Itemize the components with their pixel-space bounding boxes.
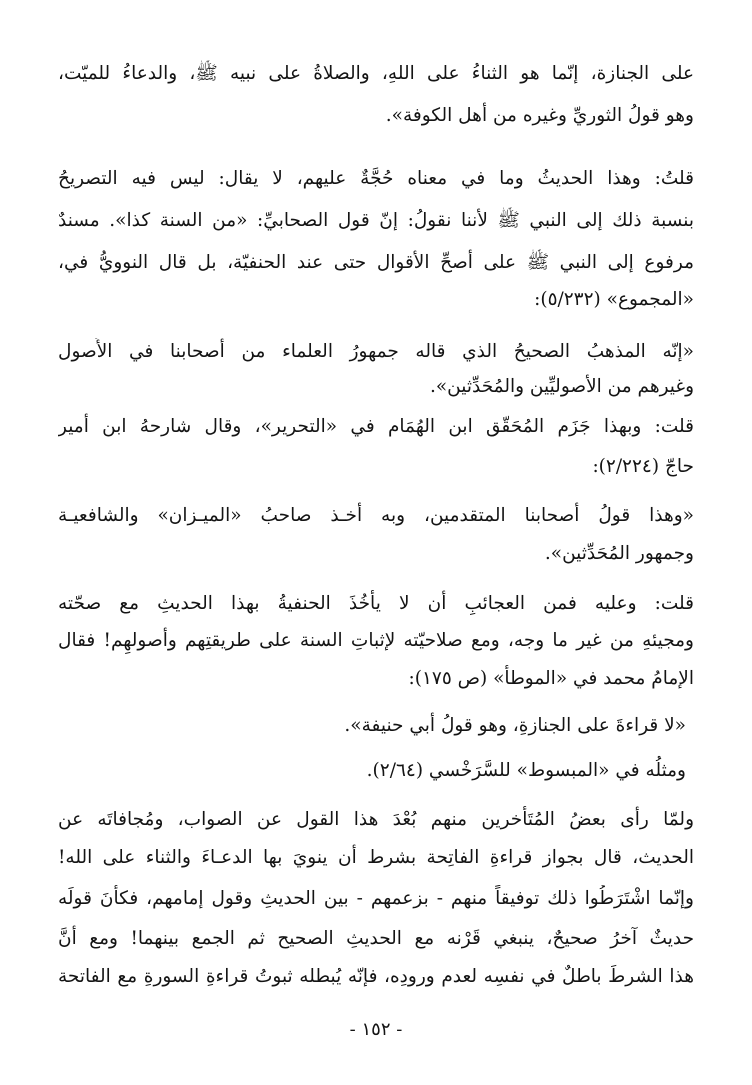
text-line: مرفوع إلى النبي ﷺ على أصحِّ الأقوال حتى عند الحنفيّة، بل قال النوويُّ في، xyxy=(58,252,694,273)
quote-line: وغيرهم من الأصوليِّين والمُحَدِّثين». xyxy=(429,376,694,397)
quote-line: «وهذا قولُ أصحابنا المتقدمين، وبه أخـذ صاحبُ «الميـزان» والشافعيـة xyxy=(58,505,694,526)
text-line: بنسبة ذلك إلى النبي ﷺ لأننا نقولُ: إنّ قول الصحابيِّ: «من السنة كذا». مسندٌ xyxy=(58,210,694,231)
quote-line: وجمهور المُحَدِّثين». xyxy=(544,543,694,564)
text-line: وإنّما اشْتَرَطُوا ذلك توفيقاً منهم - بزعمهم - بين الحديثِ وقول إمامهم، فكأنَ قولَه xyxy=(58,888,694,909)
text-line: «المجموع» (٥/٢٣٢): xyxy=(534,289,694,310)
text-line: قلتُ: وهذا الحديثُ وما في معناه حُجَّةٌ عليهم، لا يقال: ليس فيه التصريحُ xyxy=(58,168,694,189)
text-line: الحديث، قال بجواز قراءةِ الفاتِحة بشرط أن ينويَ بها الدعـاءَ والثناء على الله! xyxy=(58,847,694,868)
text-line: الإمامُ محمد في «الموطأ» (ص ١٧٥): xyxy=(408,668,694,689)
text-line: قلت: وعليه فمن العجائبِ أن لا يأخُذَ الحنفيةُ بهذا الحديثِ مع صحّته xyxy=(58,593,694,614)
text-line: حاجّ (٢/٢٢٤): xyxy=(592,456,694,477)
text-line: ومثلُه في «المبسوط» للسَّرَخْسي (٢/٦٤). xyxy=(366,760,686,781)
text-line: ولمّا رأى بعضُ المُتَأَخرين منهم بُعْدَ هذا القول عن الصواب، ومُجافاتَه عن xyxy=(58,809,694,830)
quote-line: «لا قراءةَ على الجنازةِ، وهو قولُ أبي حنيفة». xyxy=(344,715,686,736)
quote-line: «إنّه المذهبُ الصحيحُ الذي قاله جمهورُ العلماء من أصحابنا في الأُصول xyxy=(58,341,694,362)
text-line: حديثٌ آخرُ صحيحٌ، ينبغي قَرْنه مع الحديثِ الصحيح ثم الجمع بينهما! ومع أنَّ xyxy=(58,928,694,949)
text-line: ومجيئهِ من غير ما وجه، ومع صلاحيّته لإثباتِ السنة على طريقتِهم وأصولهِم! فقال xyxy=(58,630,694,651)
text-line: وهو قولُ الثوريِّ وغيره من أهل الكوفة». xyxy=(385,105,694,126)
page-number: - ١٥٢ - xyxy=(349,1019,403,1040)
text-line: على الجنازة، إنّما هو الثناءُ على اللهِ، والصلاةُ على نبيه ﷺ، والدعاءُ للميّت، xyxy=(58,63,694,84)
text-line: هذا الشرطَ باطلٌ في نفسِه لعدم ورودِه، فإنّه يُبطله ثبوتُ قراءةِ السورةِ مع الفاتحة xyxy=(58,966,694,987)
text-line: قلت: وبهذا جَزَم المُحَقّق ابن الهُمَام في «التحرير»، وقال شارحهُ ابن أمير xyxy=(58,416,694,437)
